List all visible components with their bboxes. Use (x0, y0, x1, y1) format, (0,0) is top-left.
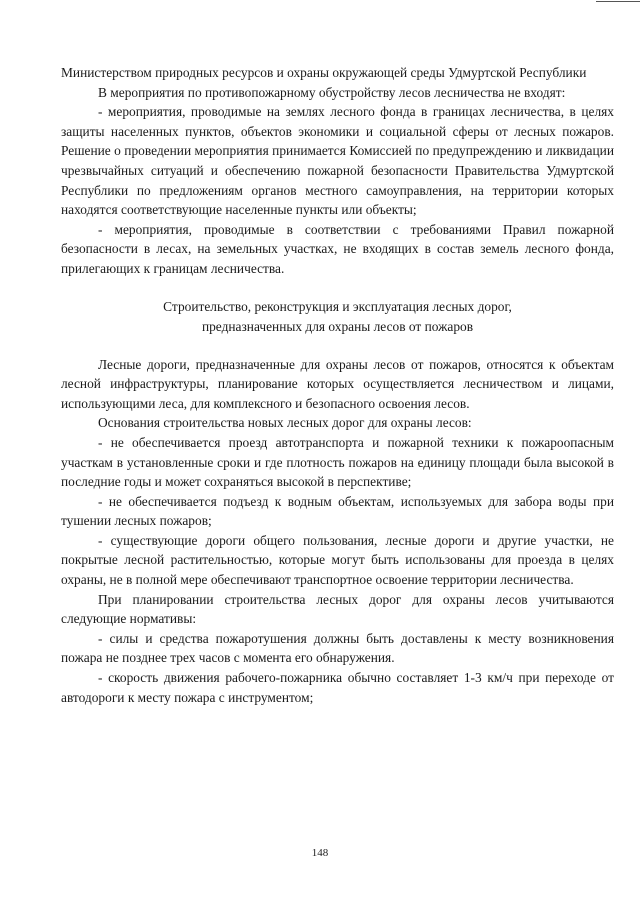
scan-edge-mark (596, 1, 640, 2)
page-number: 148 (311, 847, 329, 859)
paragraph: - не обеспечивается проезд автотранспорта и пожарной техники к пожароопасным участкам в установленные сроки и где плотность пожаров на единицу площади была высокой в последние годы и может сохраняться высокой в перспективе; (61, 434, 614, 490)
section-heading (61, 297, 614, 337)
paragraph: В мероприятия по противопожарному обустройству лесов лесничества не входят: (98, 84, 566, 100)
document-body (61, 63, 614, 707)
paragraph: Лесные дороги, предназначенные для охраны лесов от пожаров, относятся к объектам лесной инфраструктуры, планирование которых осуществляется лесничеством и лицами, использующими леса, для комплексного и безопасного освоения лесов. (61, 356, 614, 411)
section-heading-line-1: Строительство, реконструкция и эксплуатация лесных дорог, (163, 298, 512, 314)
paragraph: - скорость движения рабочего-пожарника обычно составляет 1-3 км/ч при переходе от автодороги к месту пожара с инструментом; (61, 670, 614, 705)
paragraph: - силы и средства пожаротушения должны быть доставлены к месту возникновения пожара не позднее трех часов с момента его обнаружения. (61, 630, 614, 666)
paragraph: - мероприятия, проводимые в соответствии с требованиями Правил пожарной безопасности в лесах, на земельных участках, не входящих в состав земель лесного фонда, прилегающих к границам лесничества. (61, 221, 614, 276)
section-heading-line-2: предназначенных для охраны лесов от пожаров (201, 318, 474, 334)
paragraph: Основания строительства новых лесных дорог для охраны лесов: (98, 415, 472, 431)
paragraph: - существующие дороги общего пользования, лесные дороги и другие участки, не покрытые лесной растительностью, которые могут быть использованы для проезда в целях охраны, не в полной мере обеспечивают транспортное освоение территории лесничества. (61, 532, 614, 588)
paragraph: Министерством природных ресурсов и охраны окружающей среды Удмуртской Республики (61, 65, 587, 80)
paragraph: - не обеспечивается подъезд к водным объектам, используемых для забора воды при тушении лесных пожаров; (61, 493, 614, 529)
paragraph: При планировании строительства лесных дорог для охраны лесов учитываются следующие нормативы: (61, 591, 614, 627)
paragraph: - мероприятия, проводимые на землях лесного фонда в границах лесничества, в целях защиты населенных пунктов, объектов экономики и социальной сферы от лесных пожаров. Решение о проведении мероприятия принимается Комиссией по предупреждению и ликвидации чрезвычайных ситуаций и обеспечению пожарной безопасности Правительства Удмуртской Республики по предложениям органов местного самоуправления, на территории которых находятся соответствующие населенные пункты или объекты; (61, 104, 614, 218)
